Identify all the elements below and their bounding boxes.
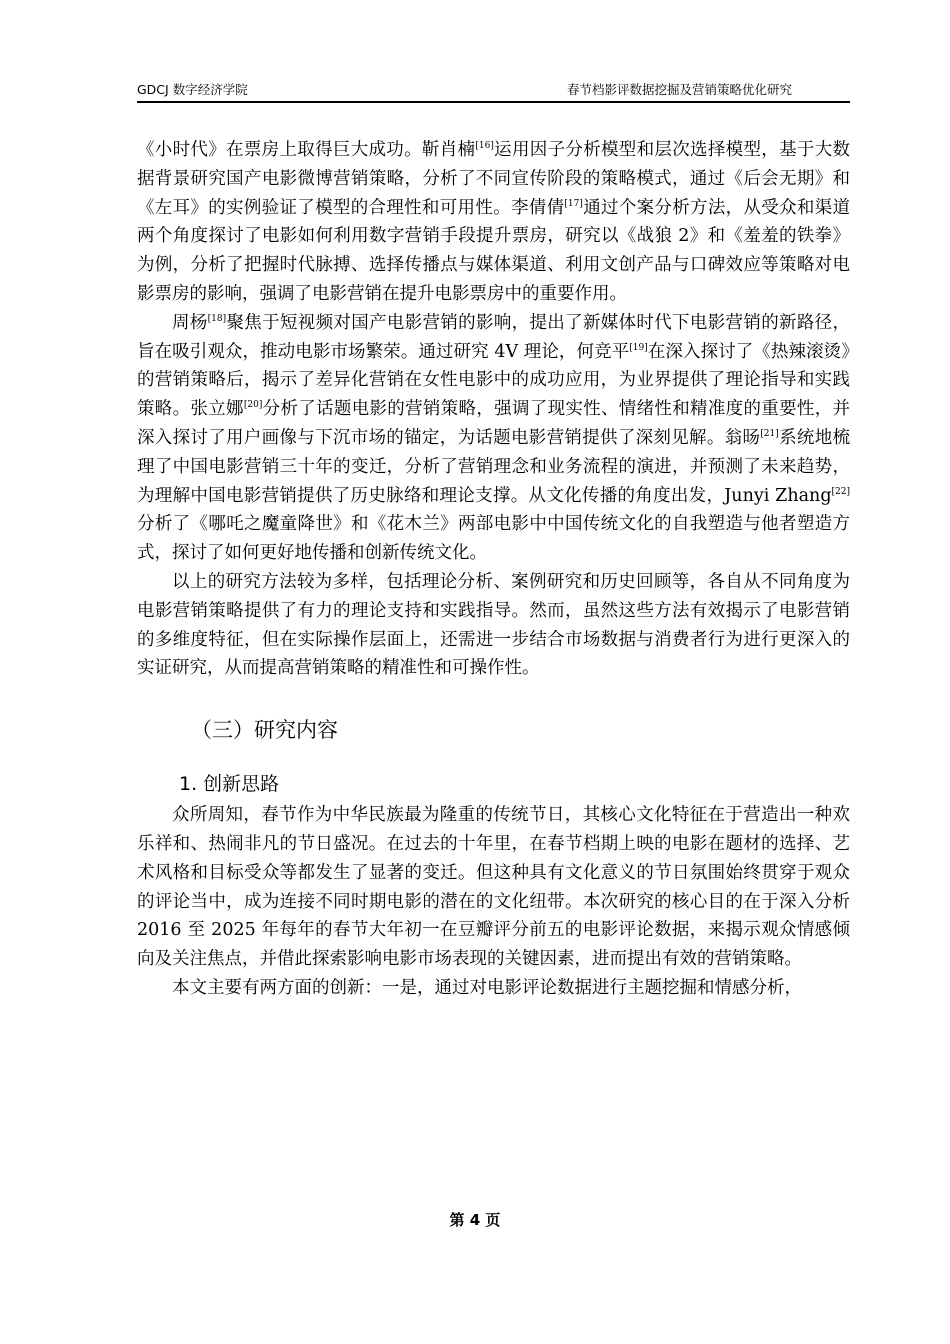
paragraph-5: 本文主要有两方面的创新：一是，通过对电影评论数据进行主题挖掘和情感分析，: [172, 977, 802, 998]
citation-21: [21]: [760, 428, 779, 439]
citation-18: [18]: [207, 313, 227, 324]
paragraph-4: 众所周知，春节作为中华民族最为隆重的传统节日，其核心文化特征在于营造出一种欢乐祥和、热闹非凡的节日盛况。在过去的十年里，在春节档期上映的电影在题材的选择、艺术风格和目标受众等都发生了显著的变迁。但这种具有文化意义的节日氛围始终贯穿于观众的评论当中，成为连接不同时期电影的潜在的文化纽带。本次研究的核心目的在于深入分析 2016 至 2025 年每年的春节大年初一在豆瓣评分前五的电影评论数据，来揭示观众情感倾向及关注焦点，并借此探索影响电影市场表现的关键因素，进而提出有效的营销策略。: [137, 805, 850, 970]
section-heading: （三）研究内容: [191, 718, 338, 743]
paragraph-3: 以上的研究方法较为多样，包括理论分析、案例研究和历史回顾等，各自从不同角度为电影营销策略提供了有力的理论支持和实践指导。然而，虽然这些方法有效揭示了电影营销的多维度特征，但在实际操作层面上，还需进一步结合市场数据与消费者行为进行更深入的实证研究，从而提高营销策略的精准性和可操作性。: [137, 571, 850, 679]
paragraph-2: 周杨[18]聚焦于短视频对国产电影营销的影响，提出了新媒体时代下电影营销的新路径，旨在吸引观众，推动电影市场繁荣。通过研究 4V 理论，何竞平[19]在深入探讨了《热辣滚烫》的营销策略后，揭示了差异化营销在女性电影中的成功应用，为业界提供了理论指导和实践策略。张立娜[20]分析了话题电影的营销策略，强调了现实性、情绪性和精准度的重要性，并深入探讨了用户画像与下沉市场的锚定，为话题电影营销提供了深刻见解。翁旸[21]系统地梳理了中国电影营销三十年的变迁，分析了营销理念和业务流程的演进，并预测了未来趋势，为理解中国电影营销提供了历史脉络和理论支撑。从文化传播的角度出发，Junyi Zhang[22]分析了《哪吒之魔童降世》和《花木兰》两部电影中中国传统文化的自我塑造与他者塑造方式，探讨了如何更好地传播和创新传统文化。: [137, 312, 851, 564]
citation-19: [19]: [629, 342, 648, 353]
page-body: [137, 136, 850, 1003]
paragraph-1: 《小时代》在票房上取得巨大成功。靳肖楠[16]运用因子分析模型和层次选择模型，基于大数据背景研究国产电影微博营销策略，分析了不同宣传阶段的策略模式，通过《后会无期》和《左耳》的实例验证了模型的合理性和可用性。李倩倩[17]通过个案分析方法，从受众和渠道两个角度探讨了电影如何利用数字营销手段提升票房，研究以《战狼 2》和《羞羞的铁拳》为例，分析了把握时代脉搏、选择传播点与媒体渠道、利用文创产品与口碑效应等策略对电影票房的影响，强调了电影营销在提升电影票房中的重要作用。: [137, 140, 851, 304]
page-number: 第 4 页: [449, 1211, 501, 1229]
citation-16: [16]: [475, 141, 494, 151]
page-header: [137, 75, 850, 103]
citation-17: [17]: [564, 198, 583, 209]
header-paper-title: 春节档影评数据挖掘及营销策略优化研究: [566, 82, 792, 97]
subsection-heading: 1. 创新思路: [179, 773, 280, 796]
citation-22: [22]: [831, 486, 850, 497]
citation-20: [20]: [243, 400, 263, 411]
header-institution: GDCJ 数字经济学院: [137, 82, 248, 97]
